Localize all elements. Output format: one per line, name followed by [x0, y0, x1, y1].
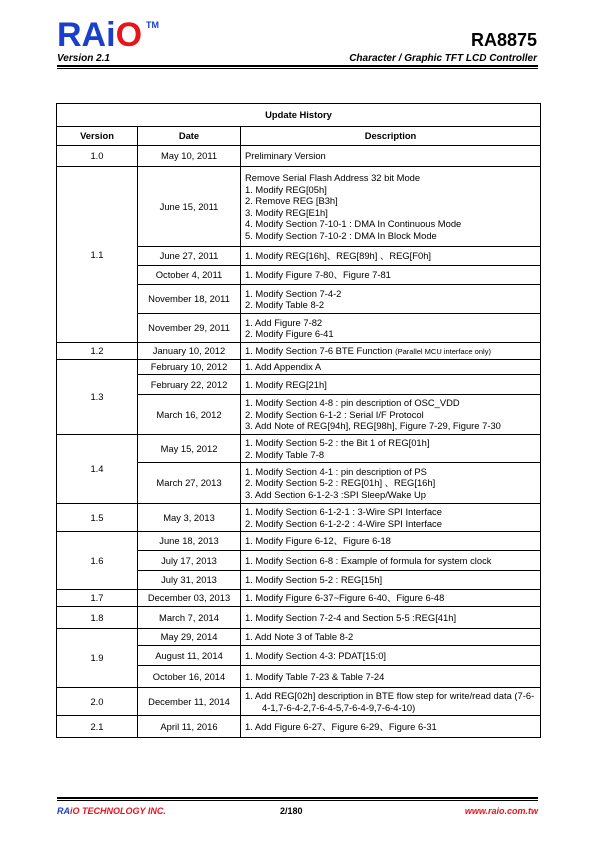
description-line: 3. Add Note of REG[94h], REG[98h], Figure 7-29, Figure 7-30 [245, 420, 501, 432]
col-header-description: Description [241, 127, 541, 146]
description-cell [241, 463, 541, 504]
version-cell: 1.5 [57, 504, 138, 532]
page-number: 2/180 [280, 806, 303, 816]
table-row [57, 360, 541, 375]
date-cell: November 29, 2011 [138, 314, 241, 343]
version-cell: 1.6 [57, 532, 138, 590]
description-line: 3. Modify REG[E1h] [245, 206, 328, 218]
description-line: 1. Modify Section 6-1-2-1 : 3-Wire SPI Interface [245, 506, 442, 517]
logo-i: i [106, 16, 116, 54]
description-cell: 1. Modify REG[21h] [241, 375, 541, 395]
version-cell: 1.3 [57, 360, 138, 435]
date-cell: June 15, 2011 [138, 167, 241, 247]
description-note: (Parallel MCU interface only) [395, 346, 491, 356]
table-row [57, 629, 541, 646]
description-line: 2. Remove REG [B3h] [245, 195, 338, 206]
description-cell: 1. Modify Section 6-8 : Example of formula for system clock [241, 551, 541, 571]
description-cell: 1. Modify Section 7-2-4 and Section 5-5 :REG[41h] [241, 607, 541, 629]
description-cell: 1. Modify Section 5-2 : REG[15h] [241, 571, 541, 590]
logo-ra: RA [57, 16, 107, 54]
description-cell [241, 504, 541, 532]
date-cell: August 11, 2014 [138, 646, 241, 666]
description-line: 1. Add REG[02h] description in BTE flow step for write/read data (7-6-4-1,7-6-4-2,7-6-4-5,7-6-4-9,7-6-4-10) [245, 690, 535, 713]
date-cell: June 18, 2013 [138, 532, 241, 551]
description-cell: 1. Modify REG[16h]、REG[89h] 、REG[F0h] [241, 247, 541, 266]
date-cell: January 10, 2012 [138, 343, 241, 360]
table-row [57, 504, 541, 532]
date-cell: April 11, 2016 [138, 716, 241, 738]
table-row [57, 688, 541, 716]
description-cell: 1. Modify Table 7-23 & Table 7-24 [241, 666, 541, 688]
description-line: 1. Modify Section 5-2 : the Bit 1 of REG[01h] [245, 437, 430, 448]
date-cell: July 17, 2013 [138, 551, 241, 571]
description-cell [241, 285, 541, 314]
description-cell [241, 343, 541, 360]
description-text: 1. Modify Section 7-6 BTE Function [245, 344, 393, 356]
table-row [57, 146, 541, 167]
version-cell: 1.1 [57, 167, 138, 343]
description-cell [241, 395, 541, 435]
date-cell: October 4, 2011 [138, 266, 241, 285]
description-line: 2. Modify Section 5-2 : REG[01h] 、REG[16h] [245, 477, 436, 489]
footer-rule [57, 797, 538, 799]
table-row [57, 343, 541, 360]
description-line: 1. Modify Section 7-4-2 [245, 287, 342, 299]
description-cell [241, 314, 541, 343]
description-line: 4. Modify Section 7-10-1 : DMA In Continuous Mode [245, 218, 462, 229]
update-history-table [56, 103, 541, 738]
date-cell: February 22, 2012 [138, 375, 241, 395]
description-cell: Preliminary Version [241, 146, 541, 167]
date-cell: March 7, 2014 [138, 607, 241, 629]
description-cell [241, 688, 541, 716]
date-cell: March 16, 2012 [138, 395, 241, 435]
date-cell: December 11, 2014 [138, 688, 241, 716]
description-line: 2. Modify Table 7-8 [245, 448, 325, 460]
description-cell: 1. Add Note 3 of Table 8-2 [241, 629, 541, 646]
col-header-version: Version [57, 127, 138, 146]
footer-company-ra: RA [57, 806, 70, 816]
version-cell: 1.7 [57, 590, 138, 607]
description-line: 1. Modify REG[05h] [245, 183, 327, 195]
date-cell: March 27, 2013 [138, 463, 241, 504]
version-cell: 2.0 [57, 688, 138, 716]
table-row [57, 435, 541, 463]
description-cell [241, 167, 541, 247]
date-cell: May 3, 2013 [138, 504, 241, 532]
date-cell: May 10, 2011 [138, 146, 241, 167]
trademark-mark: TM [146, 20, 159, 30]
product-name: RA8875 [470, 30, 537, 50]
table-row [57, 716, 541, 738]
description-cell: 1. Modify Figure 6-37~Figure 6-40、Figure 6-48 [241, 590, 541, 607]
footer-company [57, 806, 166, 816]
description-cell: 1. Add Figure 6-27、Figure 6-29、Figure 6-31 [241, 716, 541, 738]
date-cell: October 16, 2014 [138, 666, 241, 688]
description-line: 2. Modify Section 6-1-2 : Serial I/F Protocol [245, 408, 424, 420]
description-line: Remove Serial Flash Address 32 bit Mode [245, 172, 421, 183]
version-cell: 1.8 [57, 607, 138, 629]
table-row [57, 607, 541, 629]
date-cell: May 29, 2014 [138, 629, 241, 646]
version-cell: 1.0 [57, 146, 138, 167]
raio-logo [57, 18, 142, 52]
logo-o: O [115, 16, 143, 54]
version-cell: 2.1 [57, 716, 138, 738]
date-cell: June 27, 2011 [138, 247, 241, 266]
description-cell: 1. Modify Figure 6-12、Figure 6-18 [241, 532, 541, 551]
document-version: Version 2.1 [57, 53, 110, 64]
table-title: Update History [57, 104, 541, 127]
version-cell: 1.2 [57, 343, 138, 360]
description-line: 3. Add Section 6-1-2-3 :SPI Sleep/Wake Up [245, 488, 426, 500]
description-line: 1. Modify Section 4-8 : pin description of OSC_VDD [245, 397, 460, 409]
date-cell: July 31, 2013 [138, 571, 241, 590]
header-rule-thin [57, 68, 538, 69]
footer-rule-thin [57, 800, 538, 801]
date-cell: December 03, 2013 [138, 590, 241, 607]
header-rule [57, 65, 538, 67]
date-cell: November 18, 2011 [138, 285, 241, 314]
description-line: 1. Add Figure 7-82 [245, 316, 323, 328]
description-cell: 1. Add Appendix A [241, 360, 541, 375]
description-cell: 1. Modify Section 4-3: PDAT[15:0] [241, 646, 541, 666]
version-cell: 1.9 [57, 629, 138, 688]
footer-website: www.raio.com.tw [464, 806, 538, 816]
table-row [57, 532, 541, 551]
date-cell: February 10, 2012 [138, 360, 241, 375]
description-line: 2. Modify Figure 6-41 [245, 328, 334, 339]
table-row [57, 167, 541, 247]
footer-company-rest: iO TECHNOLOGY INC. [70, 806, 166, 816]
table-row [57, 590, 541, 607]
description-line: 2. Modify Table 8-2 [245, 299, 325, 310]
description-line: 2. Modify Section 6-1-2-2 : 4-Wire SPI Interface [245, 517, 442, 529]
document-subtitle: Character / Graphic TFT LCD Controller [349, 53, 537, 64]
description-cell: 1. Modify Figure 7-80、Figure 7-81 [241, 266, 541, 285]
description-cell [241, 435, 541, 463]
description-line: 5. Modify Section 7-10-2 : DMA In Block Mode [245, 229, 437, 241]
col-header-date: Date [138, 127, 241, 146]
description-line: 1. Modify Section 4-1 : pin description of PS [245, 465, 427, 477]
date-cell: May 15, 2012 [138, 435, 241, 463]
version-cell: 1.4 [57, 435, 138, 504]
